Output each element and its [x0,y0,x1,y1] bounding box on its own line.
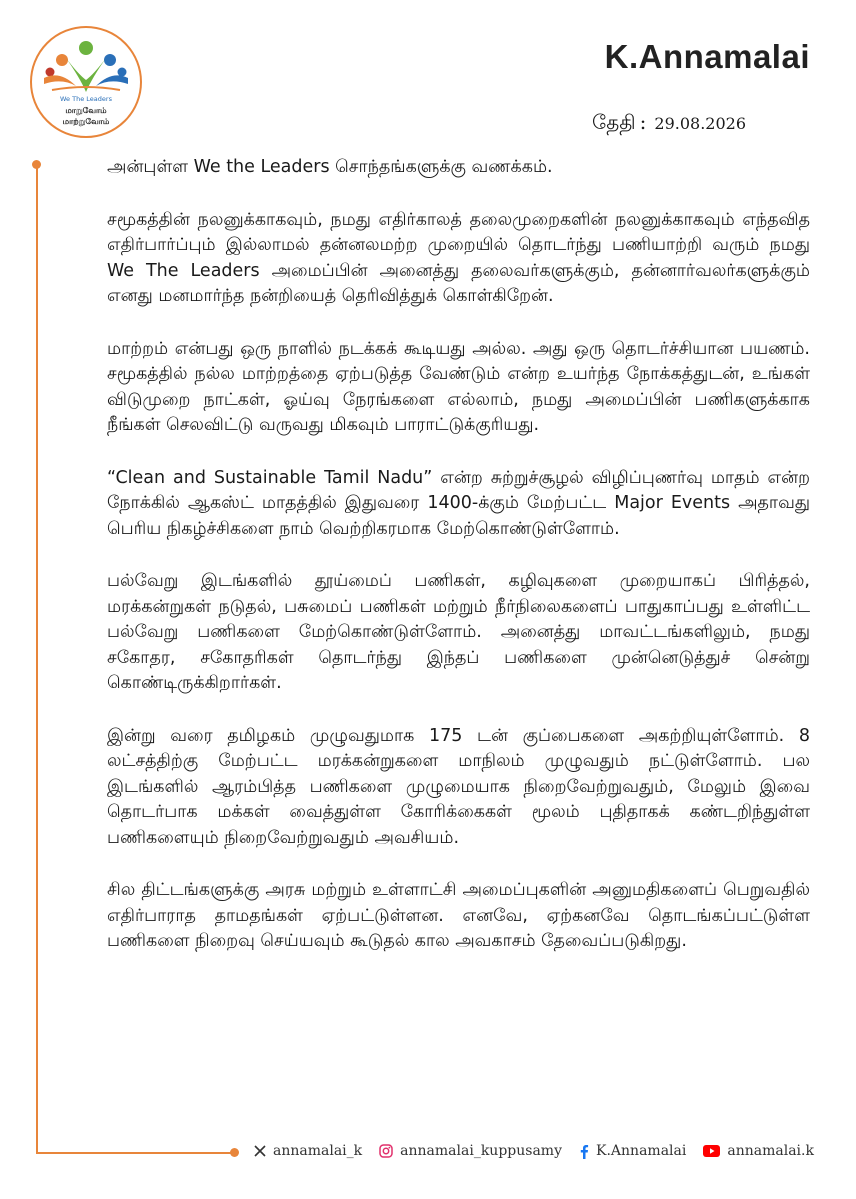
date-value: 29.08.2026 [654,114,746,133]
date-label: தேதி [592,110,636,134]
paragraph-4: பல்வேறு இடங்களில் தூய்மைப் பணிகள், கழிவுகளை முறையாகப் பிரித்தல், மரக்கன்றுகள் நடுதல், பசுமைப் பணிகள் மற்றும் நீர்நிலைகளைப் பாதுகாப்பது உள்ளிட்ட பல்வேறு பணிகளை மேற்கொண்டுள்ளோம். அனைத்து மாவட்டங்களிலும், நமது சகோதர, சகோதரிகள் தொடர்ந்து இந்தப் பணிகளை முன்னெடுத்துச் சென்று கொண்டிருக்கிறார்கள். [107,571,810,693]
x-link[interactable] [254,1143,362,1159]
paragraph-2: மாற்றம் என்பது ஒரு நாளில் நடக்கக் கூடியது அல்ல. அது ஒரு தொடர்ச்சியான பயணம். சமூகத்தில் நல்ல மாற்றத்தை ஏற்படுத்த வேண்டும் என்ற உயர்ந்த நோக்கத்துடன், உங்கள் விடுமுறை நாட்கள், ஓய்வு நேரங்களை எல்லாம், நமது அமைப்பின் பணிகளுக்காக நீங்கள் செலவிட்டு வருவது மிகவும் பாராட்டுக்குரியது. [107,338,810,435]
instagram-icon [379,1144,393,1158]
logo-head-red [46,68,55,77]
youtube-icon [703,1145,720,1157]
paragraph-3: “Clean and Sustainable Tamil Nadu” என்ற சுற்றுச்சூழல் விழிப்புணர்வு மாதம் என்ற நோக்கில் ஆகஸ்ட் மாதத்தில் இதுவரை 1400-க்கும் மேற்பட்ட Major Events அதாவது பெரிய நிகழ்ச்சிகளை நாம் வெற்றிகரமாக மேற்கொண்டுள்ளோம். [107,467,810,539]
logo-line-1: மாறுவோம் [65,106,107,115]
instagram-handle: annamalai_kuppusamy [400,1143,562,1159]
x-icon [254,1145,266,1157]
author-name: K.Annamalai [604,38,810,75]
x-handle: annamalai_k [273,1143,363,1159]
facebook-handle: K.Annamalai [596,1143,687,1159]
logo-head-blue-2 [118,68,127,77]
instagram-link[interactable] [379,1143,562,1159]
logo-figure-blue [96,75,128,86]
paragraph-6: சில திட்டங்களுக்கு அரசு மற்றும் உள்ளாட்சி அமைப்புகளின் அனுமதிகளைப் பெறுவதில் எதிர்பாராத தாமதங்கள் ஏற்பட்டுள்ளன. எனவே, ஏற்கனவே தொடங்கப்பட்டுள்ள பணிகளை நிறைவு செய்யவும் கூடுதல் கால அவகாசம் தேவைப்படுகிறது. [107,880,810,951]
decorative-bottom-line [36,1152,235,1154]
logo-line-2: மாற்றுவோம் [62,117,110,126]
logo-head-green [79,41,93,55]
social-footer [254,1143,814,1159]
paragraph-1: சமூகத்தின் நலனுக்காகவும், நமது எதிர்காலத் தலைமுறைகளின் நலனுக்காகவும் எந்தவித எதிர்பார்ப்பும் இல்லாமல் தன்னலமற்ற முறையில் தொடர்ந்து பணியாற்றி வரும் நமது We The Leaders அமைப்பின் அனைத்து தலைவர்களுக்கும், தன்னார்வலர்களுக்கும் எனது மனமார்ந்த நன்றியைத் தெரிவித்துக் கொள்கிறேன். [107,209,810,306]
decorative-side-line [36,165,38,1153]
organization-logo [30,26,142,138]
logo-tagline: We The Leaders [60,95,112,103]
logo-figure-orange [44,75,76,86]
date-colon: : [639,110,647,134]
date-row [592,110,746,137]
youtube-link[interactable] [703,1143,814,1159]
youtube-handle: annamalai.k [727,1143,814,1159]
logo-head-blue [104,54,116,66]
paragraph-5: இன்று வரை தமிழகம் முழுவதுமாக 175 டன் குப்பைகளை அகற்றியுள்ளோம். 8 லட்சத்திற்கு மேற்பட்ட மரக்கன்றுகளை மாநிலம் முழுவதும் நட்டுள்ளோம். பல இடங்களில் ஆரம்பித்த பணிகளை முழுமையாக நிறைவேற்றுவதும், மேலும் இவை தொடர்பாக மக்கள் வைத்துள்ள கோரிக்கைகள் மூலம் புதிதாகக் கண்டறிந்துள்ள பணிகளையும் நிறைவேற்றுவதும் அவசியம். [107,725,810,848]
greeting: அன்புள்ள We the Leaders சொந்தங்களுக்கு வணக்கம். [107,157,553,177]
facebook-icon [579,1144,589,1159]
logo-graphic [32,28,140,136]
letter-body [107,155,810,982]
logo-head-orange [56,54,68,66]
decorative-dot-bottom [230,1148,239,1157]
facebook-link[interactable] [579,1143,686,1159]
